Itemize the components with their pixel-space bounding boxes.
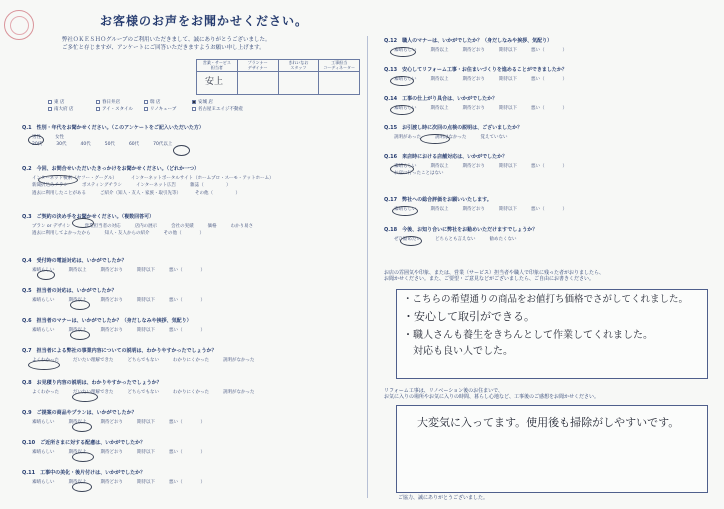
answer-option[interactable]: 期待どおり (100, 480, 123, 485)
answer-option[interactable]: わかりにくかった (172, 358, 209, 363)
answer-option[interactable]: 期待以下 (137, 480, 155, 485)
question-label: Q.9 ご提案の商品やプランは、いかがでしたか？ (22, 410, 137, 416)
answer-option[interactable]: 期待以上 (430, 106, 449, 111)
answer-option[interactable]: 期待以上 (430, 77, 449, 82)
answer-option[interactable]: 40代 (80, 142, 91, 148)
staff-header: 営業・サービス 担当者 (197, 60, 237, 72)
answer-option[interactable]: 期待以下 (137, 420, 155, 425)
answer-option[interactable]: 素晴らしい (32, 298, 55, 303)
answer-option[interactable]: 素晴らしい (32, 450, 55, 455)
handwritten-comment-line: 対応も良い人でした。 (403, 346, 513, 357)
answer-option[interactable]: その他（ ） (163, 231, 204, 237)
store-option[interactable] (192, 100, 262, 105)
store-option[interactable] (144, 107, 192, 112)
store-row (48, 99, 262, 106)
answer-option[interactable]: 期待どおり (100, 450, 123, 455)
answer-option[interactable]: 営業担当者の対応 (84, 224, 121, 229)
answer-option[interactable]: 期待以上 (68, 298, 87, 303)
question-block (22, 125, 204, 148)
answer-option[interactable]: ぜひ勧めたい (394, 237, 421, 242)
answer-option[interactable]: 期待以上 (68, 328, 87, 333)
question-label: Q.8 お見積り内容の説明は、わかりやすかったでしょうか？ (22, 380, 162, 386)
answer-option[interactable]: 期待以上 (430, 207, 449, 212)
question-block (22, 380, 268, 395)
answer-option[interactable]: 期待どおり (100, 268, 123, 273)
store-label: 名古屋Ｅエイジ不動産 (198, 106, 243, 112)
staff-cell[interactable] (197, 72, 237, 94)
staff-header: きれいなお スタッフ (279, 60, 319, 72)
free-comment-1-prompt: お聞かせください。また、ご要望・ご意見などがございましたら、ご自由にお書きください。 (384, 276, 595, 282)
question-label: Q.12 職人のマナーは、いかがでしたか？（身だしなみや挨拶、気配り） (384, 38, 553, 44)
answer-option[interactable]: 期待以下 (499, 48, 517, 53)
hand-drawn-circle (390, 47, 416, 57)
answer-option[interactable]: 期待どおり (462, 164, 485, 169)
answer-option[interactable]: 期待以上 (68, 268, 87, 273)
question-label: Q.17 弊社への総合評価をお願いいたします。 (384, 197, 492, 203)
store-option[interactable] (96, 100, 144, 105)
hand-drawn-circle (420, 134, 450, 144)
answer-options (22, 480, 219, 485)
answer-option[interactable]: 会社の実績 (171, 224, 194, 229)
answer-option[interactable]: お店に行ったことはない (394, 171, 444, 177)
answer-option[interactable]: インターネットポータルサイト（ホームプロ・スーモ・アットホーム） (130, 176, 274, 181)
answer-option[interactable]: よくわかった (32, 358, 59, 363)
checkbox-icon[interactable] (192, 107, 196, 111)
answer-option[interactable]: インターネット検索（ヤフー・グーグル） (32, 176, 117, 181)
seal-stamp (4, 10, 34, 40)
question-block (384, 125, 522, 140)
checkbox-icon[interactable] (48, 107, 52, 111)
answer-option[interactable]: 期待どおり (462, 48, 485, 53)
answer-option[interactable]: 男性 (32, 135, 41, 140)
answer-option[interactable]: 素晴らしい (32, 328, 55, 333)
answer-option[interactable]: 価格 (207, 224, 217, 229)
handwritten-comment-line: ・安心して取引ができる。 (403, 310, 535, 323)
answer-option[interactable]: 悪い（ ） (531, 106, 567, 111)
question-label: Q.5 担当者の対応は、いかがでしたか？ (22, 288, 117, 294)
answer-option[interactable]: 期待どおり (462, 106, 485, 111)
store-label: アイ・スタイル (102, 106, 134, 112)
question-block (22, 470, 219, 485)
answer-option[interactable]: 悪い（ ） (169, 298, 205, 303)
question-label: Q.14 工事の仕上がり具合は、いかがでしたか？ (384, 96, 498, 102)
page-title: お客様のお声をお聞かせください。 (100, 14, 309, 28)
footer-thanks: ご協力、誠にありがとうございました。 (398, 495, 489, 501)
answer-option[interactable]: 期待以上 (68, 420, 87, 425)
answer-option[interactable]: 悪い（ ） (531, 48, 567, 53)
hand-drawn-circle (28, 135, 44, 148)
answer-option[interactable]: その他（ ） (195, 190, 240, 196)
answer-option[interactable]: 期待以上 (68, 480, 87, 485)
checkbox-icon[interactable] (144, 107, 148, 111)
answer-option[interactable]: インターネット広告 (135, 183, 177, 189)
answer-option[interactable]: どちらでもない (127, 358, 159, 363)
answer-option[interactable]: 説明がなかった (222, 358, 255, 363)
handwritten-name: 安上 (205, 77, 224, 87)
answer-options (22, 420, 219, 425)
staff-header: プランナー デザイナー (238, 60, 278, 72)
answer-option[interactable]: 素晴らしい (394, 48, 417, 53)
hand-drawn-circle (28, 360, 60, 370)
answer-option[interactable]: 期待以下 (499, 77, 517, 82)
question-label: Q.13 安心してリフォーム工事・お住まいづくりを進めることができましたか？ (384, 67, 567, 73)
answer-option[interactable]: 悪い（ ） (169, 480, 205, 485)
answer-option[interactable]: 期待以下 (137, 298, 155, 303)
answer-option[interactable]: 素晴らしい (394, 106, 417, 111)
answer-option[interactable]: 雑誌（ ） (190, 183, 231, 189)
answer-option[interactable]: 覚えていない (480, 135, 508, 140)
question-label: Q.3 ご契約の決め手をお聞かせください。（複数回答可） (22, 214, 155, 220)
answer-option[interactable]: 悪い（ ） (531, 77, 567, 82)
hand-drawn-circle (390, 105, 414, 115)
question-label: Q.10 ご近所さまに対する配慮は、いかがでしたか？ (22, 440, 146, 446)
checkbox-icon[interactable] (96, 100, 100, 104)
store-option[interactable] (144, 100, 192, 105)
hand-drawn-circle (173, 145, 190, 156)
question-label: Q.1 性別・年代をお聞かせください。（このアンケートをご記入いただいた方） (22, 125, 204, 131)
question-block (22, 348, 268, 363)
free-comment-1-box[interactable] (396, 289, 708, 379)
question-label: Q.6 担当者のマナーは、いかがでしたか？（身だしなみや挨拶、気配り） (22, 318, 192, 324)
answer-option[interactable]: 素晴らしい (394, 164, 417, 169)
answer-option[interactable]: 悪い（ ） (169, 450, 205, 455)
answer-option[interactable]: 期待以上 (430, 164, 449, 169)
answer-options (22, 224, 267, 229)
handwritten-comment-line: 大変気に入ってます。使用後も掃除がしやすいです。 (417, 416, 680, 429)
answer-option[interactable]: 60代 (128, 142, 140, 148)
staff-col-sales (197, 60, 238, 94)
answer-option[interactable]: 知人・友人からの紹介 (104, 231, 150, 237)
store-label: リノキューブ (150, 106, 177, 112)
store-option[interactable] (48, 100, 96, 105)
hand-drawn-circle (70, 300, 90, 310)
checkbox-icon[interactable] (192, 100, 196, 104)
answer-option[interactable]: 素晴らしい (394, 207, 417, 212)
answer-option[interactable]: 期待以下 (137, 450, 155, 455)
question-label: Q.4 受付時の電話対応は、いかがでしたか？ (22, 258, 127, 264)
answer-option[interactable]: わかりにくかった (172, 390, 209, 395)
answer-option[interactable]: 期待どおり (100, 328, 123, 333)
answer-options (384, 135, 522, 140)
answer-options (22, 191, 288, 196)
hand-drawn-circle (400, 236, 422, 246)
store-checklist (48, 99, 262, 113)
hand-drawn-circle (72, 422, 92, 432)
answer-option[interactable]: 過去に利用したことがある (32, 190, 86, 196)
answer-option[interactable]: 新聞折込みチラシ (32, 183, 68, 189)
answer-option[interactable]: 悪い（ ） (531, 164, 567, 169)
question-label: Q.18 今後、お知り合いに弊社をお勧めいただけますでしょうか？ (384, 227, 538, 233)
answer-option[interactable]: 説明があった (394, 135, 421, 140)
answer-option[interactable]: 素晴らしい (32, 268, 55, 273)
answer-option[interactable]: 70代以上 (153, 142, 173, 148)
answer-option[interactable]: 期待以下 (499, 207, 517, 212)
store-option[interactable] (192, 107, 262, 112)
hand-drawn-circle (390, 164, 414, 174)
answer-option[interactable]: 期待以下 (137, 268, 155, 273)
checkbox-icon[interactable] (144, 100, 148, 104)
answer-options (22, 328, 219, 333)
staff-col-planner (238, 60, 279, 94)
answer-option[interactable]: 勧めたくない (489, 237, 517, 242)
hand-drawn-circle (390, 76, 414, 86)
answer-option[interactable]: わかり易さ (230, 224, 254, 229)
answer-options (22, 298, 219, 303)
answer-option[interactable]: 素晴らしい (394, 77, 417, 82)
store-label: 南大府 店 (54, 106, 74, 112)
store-option[interactable] (96, 107, 144, 112)
answer-option[interactable]: 期待どおり (100, 298, 123, 303)
question-block (22, 318, 219, 333)
free-comment-2-header (384, 388, 599, 400)
store-row (48, 106, 262, 113)
hand-drawn-circle (72, 218, 94, 228)
answer-option[interactable]: よくわかった (32, 390, 59, 395)
question-label: Q.7 担当者による弊社の事業内容についての説明は、わかりやすかったでしょうか？ (22, 348, 217, 354)
hand-drawn-circle (37, 270, 55, 280)
answer-option[interactable]: 期待どおり (462, 77, 485, 82)
hand-drawn-circle (72, 392, 98, 402)
staff-col-coordinator (319, 60, 359, 94)
hand-drawn-circle (72, 482, 92, 492)
free-comment-2-box[interactable] (396, 405, 708, 493)
answer-option[interactable]: どちらでもない (127, 390, 159, 395)
staff-cell[interactable] (319, 72, 359, 94)
checkbox-icon[interactable] (48, 100, 52, 104)
staff-cell[interactable] (238, 72, 278, 94)
answer-option[interactable]: 期待以下 (499, 106, 517, 111)
answer-option[interactable]: 過去に利用してよかったから (32, 231, 91, 237)
answer-option[interactable]: 期待どおり (100, 420, 123, 425)
answer-option[interactable]: 悪い（ ） (169, 268, 205, 273)
question-label: Q.11 工事中の美化・後片付けは、いかがでしたか？ (22, 470, 146, 476)
free-comment-2-prompt: リフォーム工事は、リノベーション後のお住まいで、 (384, 388, 504, 394)
checkbox-icon[interactable] (96, 107, 100, 111)
hand-drawn-circle (72, 452, 94, 462)
store-label: 春日井店 (102, 99, 120, 105)
store-label: 安城 店 (198, 99, 213, 105)
answer-option[interactable]: 説明はなかった (434, 135, 467, 140)
answer-option[interactable]: ポスティングチラシ (82, 183, 122, 189)
store-label: 東 店 (54, 99, 65, 105)
free-comment-1-prompt: お店の雰囲気や印象、または、営業（サービス）担当者や職人で印象に残った者がおりましたら、 (384, 270, 605, 276)
answer-option[interactable]: 悪い（ ） (169, 328, 205, 333)
answer-option[interactable]: 期待以上 (430, 48, 449, 53)
answer-options (22, 450, 219, 455)
answer-option[interactable]: 女性 (55, 135, 64, 140)
question-block (384, 154, 581, 177)
answer-option[interactable]: 20代 (32, 142, 43, 148)
answer-option[interactable]: ご紹介（知人・友人・家族・取引先等） (100, 190, 181, 196)
staff-cell[interactable] (279, 72, 319, 94)
answer-option[interactable]: だいたい理解できた (73, 358, 114, 363)
answer-option[interactable]: 説明がなかった (222, 390, 255, 395)
handwritten-comment-line: ・職人さんも養生をきちんとして作業してくれました。 (403, 330, 653, 341)
answer-options (22, 231, 267, 236)
question-label: Q.2 今回、お問合せいただいたきっかけをお聞かせください。（どれか一つ） (22, 166, 200, 172)
answer-option[interactable]: 悪い（ ） (169, 420, 205, 425)
question-label: Q.16 来店時における店舗対応は、いかがでしたか？ (384, 154, 508, 160)
free-comment-1-header (384, 270, 604, 282)
answer-options (22, 135, 204, 140)
hand-drawn-circle (392, 206, 418, 216)
answer-options (384, 171, 581, 176)
question-block (22, 214, 267, 237)
answer-option[interactable]: 店内の展示 (134, 224, 158, 229)
answer-option[interactable]: だいたい理解できた (73, 390, 114, 395)
staff-col-staff (279, 60, 320, 94)
question-label: Q.15 お引渡し時に次回の点検の説明は、ございましたか？ (384, 125, 523, 131)
question-block (22, 440, 219, 455)
hand-drawn-circle (38, 175, 78, 185)
answer-option[interactable]: プラン or デザイン (32, 224, 71, 229)
answer-option[interactable]: 期待どおり (462, 207, 485, 212)
answer-option[interactable]: 50代 (104, 142, 115, 148)
column-divider (367, 36, 368, 498)
store-option[interactable] (48, 107, 96, 112)
staff-header: 工事担当 コーディネーター (319, 60, 359, 72)
answer-option[interactable]: 期待以下 (137, 328, 155, 333)
answer-option[interactable]: 期待以下 (499, 164, 517, 169)
handwritten-comment-line: ・こちらの希望通りの商品をお値打ち価格でさがしてくれました。 (403, 294, 689, 305)
store-label: 瑞 店 (150, 99, 161, 105)
answer-option[interactable]: 素晴らしい (32, 480, 55, 485)
staff-table (196, 59, 360, 95)
question-block (22, 288, 219, 303)
intro-line: ご多忙と存じますが、アンケートにご回答いただきますようお願い申し上げます。 (62, 45, 265, 51)
hand-drawn-circle (70, 330, 90, 340)
free-comment-2-prompt: お気に入りの場所やお気に入りの時間、暮らし心地など、工事後のご感想をお聞かせください。 (384, 394, 600, 400)
answer-options (22, 390, 268, 395)
answer-option[interactable]: 期待以上 (68, 450, 87, 455)
answer-option[interactable]: どちらとも言えない (435, 237, 476, 242)
answer-option[interactable]: 素晴らしい (32, 420, 55, 425)
intro-line: 弊社ＯＫＥＳＨＯグループのご利用いただきまして、誠にありがとうございました。 (62, 37, 271, 43)
intro-text (62, 37, 270, 53)
answer-option[interactable]: 悪い（ ） (531, 207, 567, 212)
answer-option[interactable]: 30代 (56, 142, 67, 148)
question-block (22, 410, 219, 425)
